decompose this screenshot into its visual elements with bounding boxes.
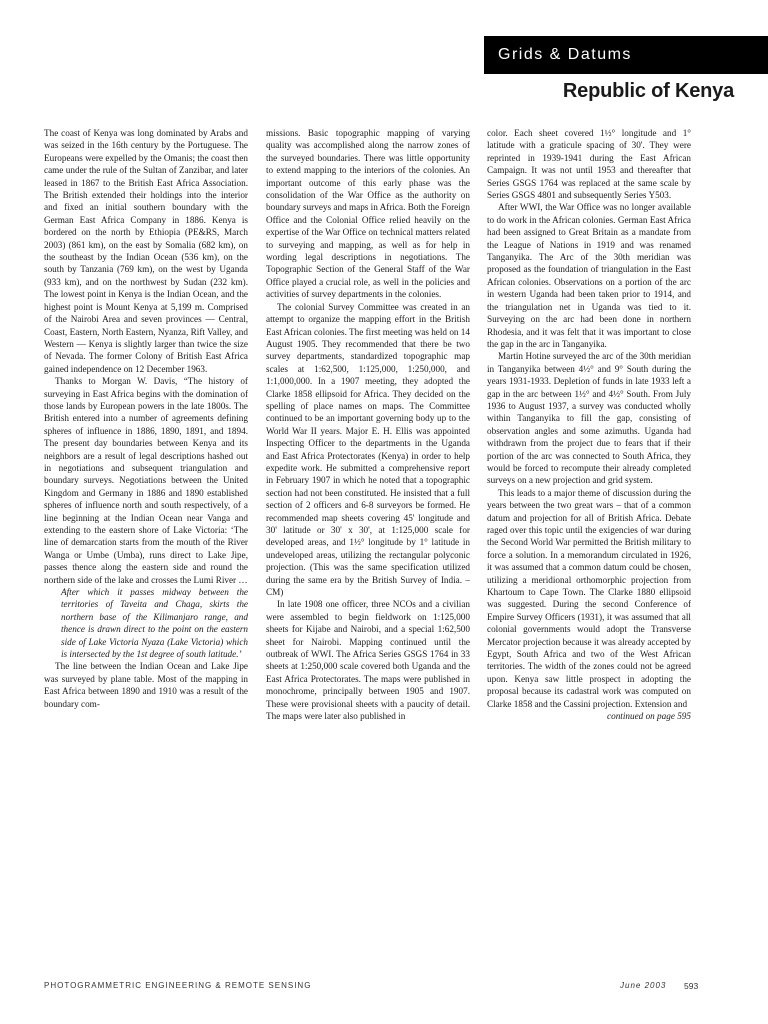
paragraph: After WWI, the War Office was no longer available to do work in the African colonies. German East Africa had been assigned to Great Britain as a mandate from the League of Nations in 1919 and was renamed Tanganyika. The Arc of the 30th meridian was proposed as the foundation of triangulation in the East African colonies. Observations on a portion of the arc in western Uganda had been taken prior to 1914, and the triangulation net in Uganda was tied to it. Surveying on the arc had been done in northern Rhodesia, and it was felt that it was important to close the gap in the arc in Tanganyika. [487,202,691,349]
text-column-2 [266,127,470,952]
paragraph: In late 1908 one officer, three NCOs and a civilian were assembled to begin fieldwork on 1:125,000 sheets for Kijabe and Nairobi, and a special 1:62,500 sheet for Nairobi. Mapping continued until the outbreak of WWI. The Africa Series GSGS 1764 in 33 sheets at 1:250,000 scale covered both Uganda and the East Africa Protectorates. The maps were published in monochrome, principally between 1905 and 1907. These were provisional sheets with a paucity of detail. The maps were later also published in [266,599,470,722]
paragraph: missions. Basic topographic mapping of varying quality was accomplished along the narrow zones of the surveyed boundaries. There was little opportunity to extend mapping to the interiors of the colonies. An important outcome of this early phase was the consolidation of the War Office as the authority on boundary surveys and maps in Africa. Both the Foreign Office and the Colonial Office relied heavily on the expertise of the War Office on technical matters related to surveying and mapping, as well as for help in wording legal descriptions in negotiations. The Topographic Section of the General Staff of the War Office played a crucial role, as well in the policies and activities of survey departments in the colonies. [266,128,470,300]
section-label: Grids & Datums [498,46,632,63]
text-column-1 [44,127,248,952]
paragraph: continued on page 595 [607,711,691,722]
issue-date: June 2003 [620,981,667,990]
page-number: 593 [684,981,699,991]
paragraph: Martin Hotine surveyed the arc of the 30th meridian in Tanganyika between 4½° and 9° South during the years 1931-1933. Depletion of funds in late 1933 left a gap in the arc between 1½° and 4½° South. From July 1936 to August 1937, a survey was conducted wholly within Tanganyika to fill the gap, consisting of observation angles and some azimuths. Uganda had withdrawn from the project due to fears that if their portion of the arc was connected to South Africa, they would be forced to recompute their already completed surveys on a new projection and grid system. [487,351,691,486]
paragraph: This leads to a major theme of discussion during the years between the two great wars – that of a common datum and projection for all of British Africa. Debate raged over this topic until the exigencies of war during the Second World War permitted the British military to force a solution. In a memorandum circulated in 1926, it was assumed that a common datum could be chosen, utilizing a meridional orthomorphic projection from Khartoum to Cape Town. The Clarke 1880 ellipsoid was suggested. During the second Conference of Empire Survey Officers (1931), it was assumed that all colonial governments would adopt the Transverse Mercator projection because it was already accepted by Egypt, South Africa and two of the West African territories. The width of the zones could not be agreed upon. Kenya saw little prospect in adopting the proposal because its cadastral work was computed on Clarke 1858 and the Cassini projection. Extension and [487,487,691,709]
article-title: Republic of Kenya [562,80,734,102]
paragraph: The colonial Survey Committee was created in an attempt to organize the mapping effort in the British East African colonies. The first meeting was held on 14 August 1905. They recommended that there be two survey departments, standardized topographic map scales at 1:62,500, 1:125,000, 1:250,000, and 1:1,000,000. In a 1907 meeting, they adopted the Clarke 1858 ellipsoid for Africa. They decided on the spelling of place names on maps. The Committee continued to be an important governing body up to the World War II years. Major E. H. Ellis was appointed Inspecting Officer to the departments in the Uganda and East Africa Protectorates (Kenya) in order to help expedite work. He submitted a comprehensive report in February 1907 in which he noted that a topographic section had not been constituted. He insisted that a full section of 2 officers and 6-8 surveyors be formed. He recommended map sheets covering 45' longitude and 30' latitude or 30' x 30', at 1:125,000 scale for developed areas, and 1½° longitude by 1° latitude in undeveloped areas, utilizing the rectangular polyconic projection. (This was the same specification utilized during the same era by the British Survey of India. – CM) [266,301,470,598]
section-header-bar [484,36,768,74]
paragraph: Thanks to Morgan W. Davis, “The history of surveying in East Africa begins with the domination of those lands by European powers in the late 1800s. The British entered into a number of agreements defining spheres of influence in 1886, 1890, 1891, and 1894. The present day boundaries between Kenya and its neighbors are a result of legal descriptions hashed out in negotiations and subsequent triangulation and boundary surveys. Negotiations between the United Kingdom and Germany in 1886 and 1890 established spheres of influence north and south respectively, of a line beginning at the Indian Ocean near Vanga and extending to the eastern shore of Lake Victoria: ‘The line of demarcation starts from the mouth of the River Wanga or Umbe (Umba), runs direct to Lake Jipe, passes thence along the eastern side and round the northern side of the lake and crosses the Lumi River … [44,376,248,585]
paragraph: After which it passes midway between the territories of Taveita and Chaga, skirts the northern base of the Kilimanjaro range, and thence is drawn direct to the point on the eastern side of Lake Victoria Nyaza (Lake Victoria) which is intersected by the 1st degree of south latitude.’ [61,587,248,660]
paragraph: The line between the Indian Ocean and Lake Jipe was surveyed by plane table. Most of the mapping in East Africa between 1890 and 1910 was a result of the boundary com- [44,661,248,709]
text-column-3 [487,127,691,952]
paragraph: color. Each sheet covered 1½° longitude and 1° latitude with a graticule spacing of 30'. They were reprinted in 1939-1941 during the East African Campaign. It was not until 1953 and thereafter that Series GSGS 1764 was replaced at the same scale by Series GSGS 4801 and subsequently Series Y503. [487,128,691,201]
paragraph: The coast of Kenya was long dominated by Arabs and was seized in the 16th century by the Portuguese. The Europeans were expelled by the Omanis; the coast then came under the rule of the Sultan of Zanzibar, and later leased in 1867 to the British East Africa Association. The British extended their holdings into the interior and fixed an initial southern boundary with the German East Africa Company in 1886. Kenya is bordered on the north by Ethiopia (PE&RS, March 2003) (861 km), on the east by Somalia (682 km), on the southeast by the Indian Ocean (536 km), on the south by Tanzania (769 km), on the west by Uganda (933 km), and on the northwest by Sudan (232 km). The lowest point in Kenya is the Indian Ocean, and the highest point is Mount Kenya at 5,199 m. Comprised of the Nairobi Area and seven provinces — Central, Coast, Eastern, North Eastern, Nyanza, Rift Valley, and Western — Kenya is slightly larger than twice the size of Nevada. The former Colony of British East Africa gained independence on 12 December 1963. [44,128,248,374]
journal-name: PHOTOGRAMMETRIC ENGINEERING & REMOTE SENSING [44,981,312,990]
